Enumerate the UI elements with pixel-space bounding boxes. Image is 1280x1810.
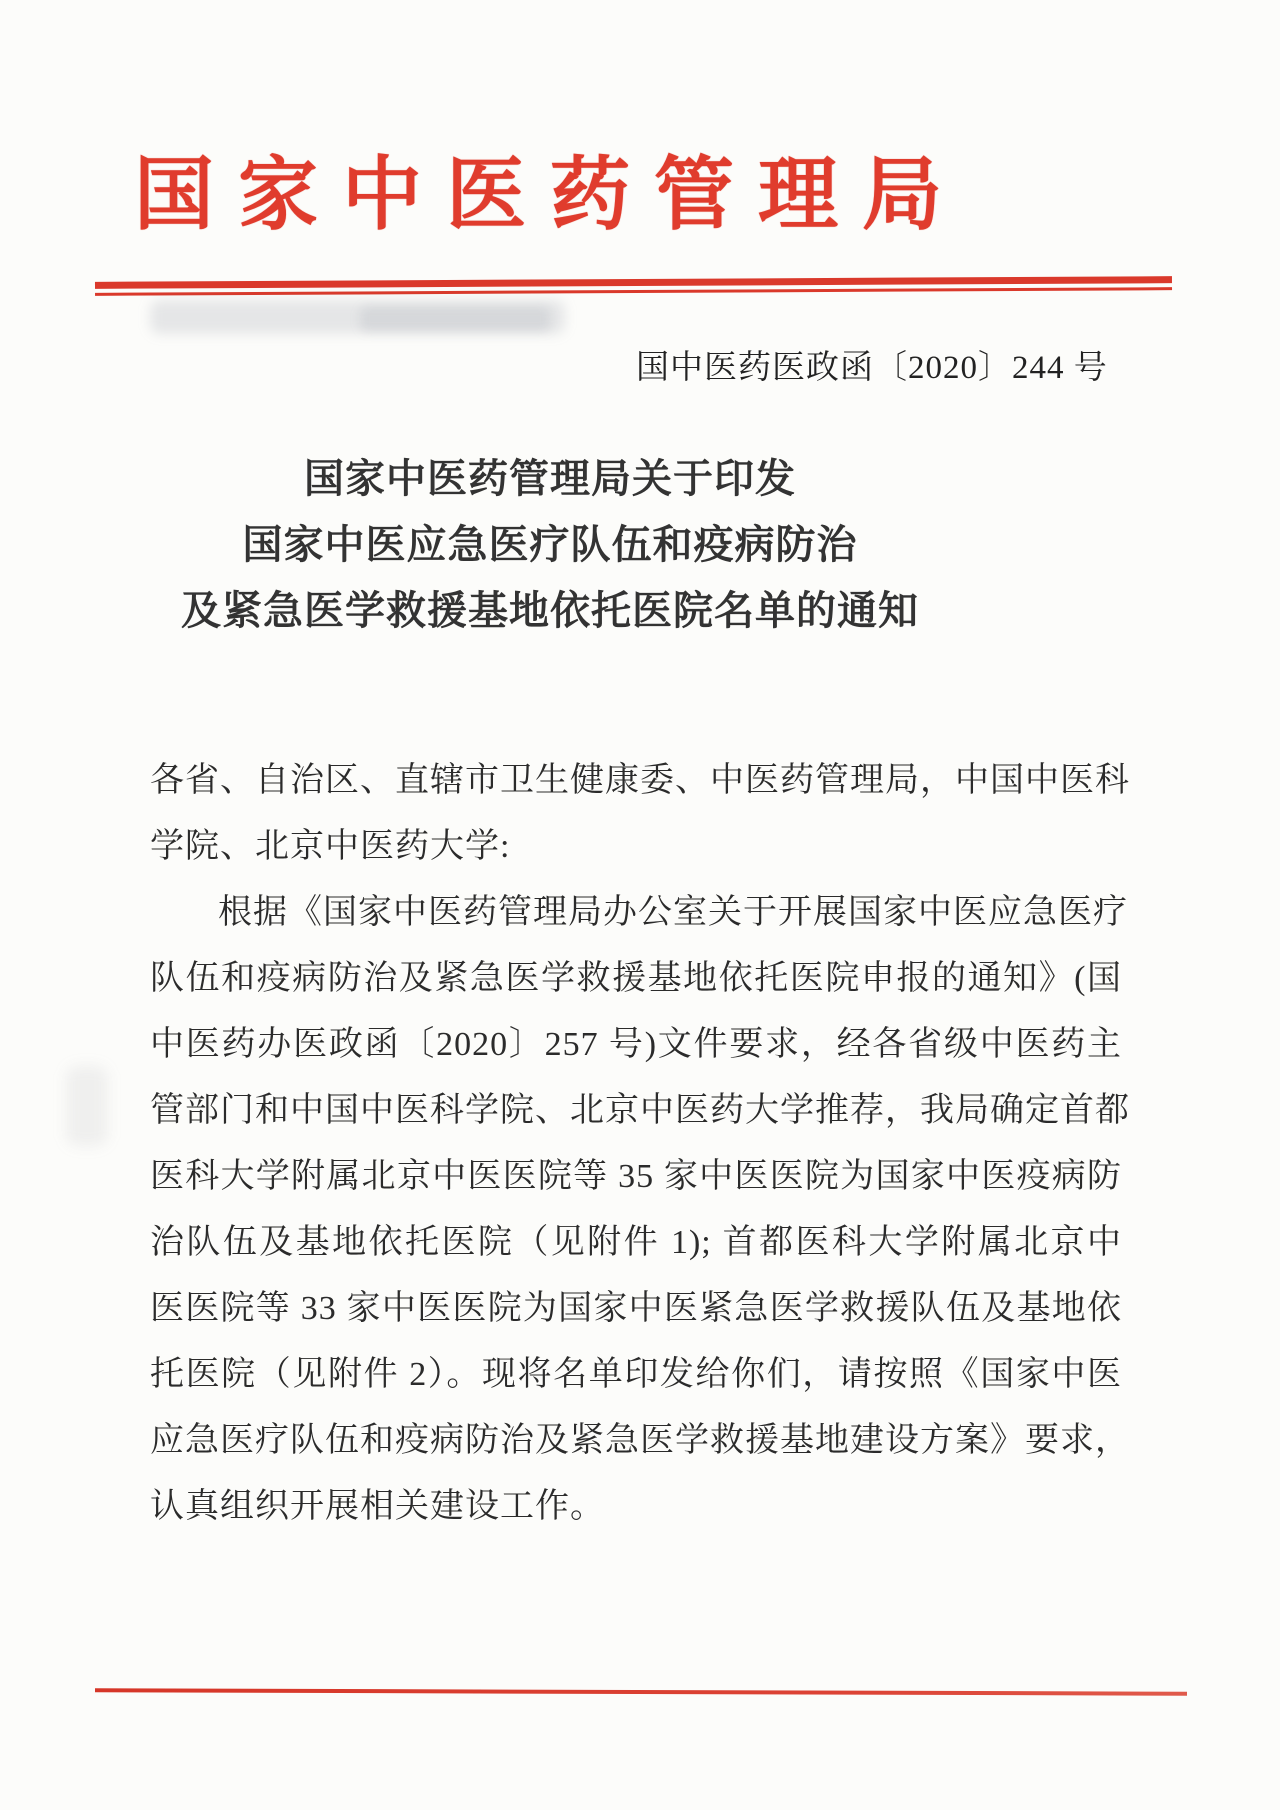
document-title-line-1: 国家中医药管理局关于印发 <box>304 456 796 501</box>
document-title-line-3: 及紧急医学救援基地依托医院名单的通知 <box>181 588 919 633</box>
document-body <box>150 748 1130 1540</box>
body-paragraph-line: 管部门和中国中医科学院、北京中医药大学推荐，我局确定首都 <box>150 1092 1130 1129</box>
body-paragraph-line: 托医院（见附件 2）。现将名单印发给你们，请按照《国家中医 <box>150 1356 1122 1393</box>
body-paragraph-line: 治队伍及基地依托医院（见附件 1); 首都医科大学附属北京中 <box>150 1224 1122 1261</box>
footer-red-rule <box>95 1688 1187 1695</box>
letterhead-double-rule <box>95 276 1172 296</box>
body-paragraph-line: 应急医疗队伍和疫病防治及紧急医学救援基地建设方案》要求， <box>150 1422 1130 1459</box>
document-title <box>0 446 1100 644</box>
document-reference-number: 国中医药医政函〔2020〕244 号 <box>636 350 1108 386</box>
body-paragraph-line: 根据《国家中医药管理局办公室关于开展国家中医应急医疗 <box>218 894 1128 931</box>
salutation-line: 学院、北京中医药大学: <box>150 828 511 865</box>
body-paragraph-line: 队伍和疫病防治及紧急医学救援基地依托医院申报的通知》(国 <box>150 960 1122 997</box>
agency-letterhead: 国家中医药管理局 <box>134 152 966 240</box>
body-paragraph-line: 中医药办医政函〔2020〕257 号)文件要求，经各省级中医药主 <box>150 1026 1122 1063</box>
document-title-line-2: 国家中医应急医疗队伍和疫病防治 <box>242 522 858 567</box>
salutation-line: 各省、自治区、直辖市卫生健康委、中医药管理局，中国中医科 <box>150 762 1130 799</box>
scan-edge-artifact <box>66 1066 108 1146</box>
body-paragraph-line: 医医院等 33 家中医医院为国家中医紧急医学救援队伍及基地依 <box>150 1290 1122 1327</box>
body-paragraph-line: 医科大学附属北京中医医院等 35 家中医医院为国家中医疫病防 <box>150 1158 1122 1195</box>
body-paragraph-line: 认真组织开展相关建设工作。 <box>150 1488 605 1525</box>
ink-bleedthrough-artifact <box>360 306 550 332</box>
